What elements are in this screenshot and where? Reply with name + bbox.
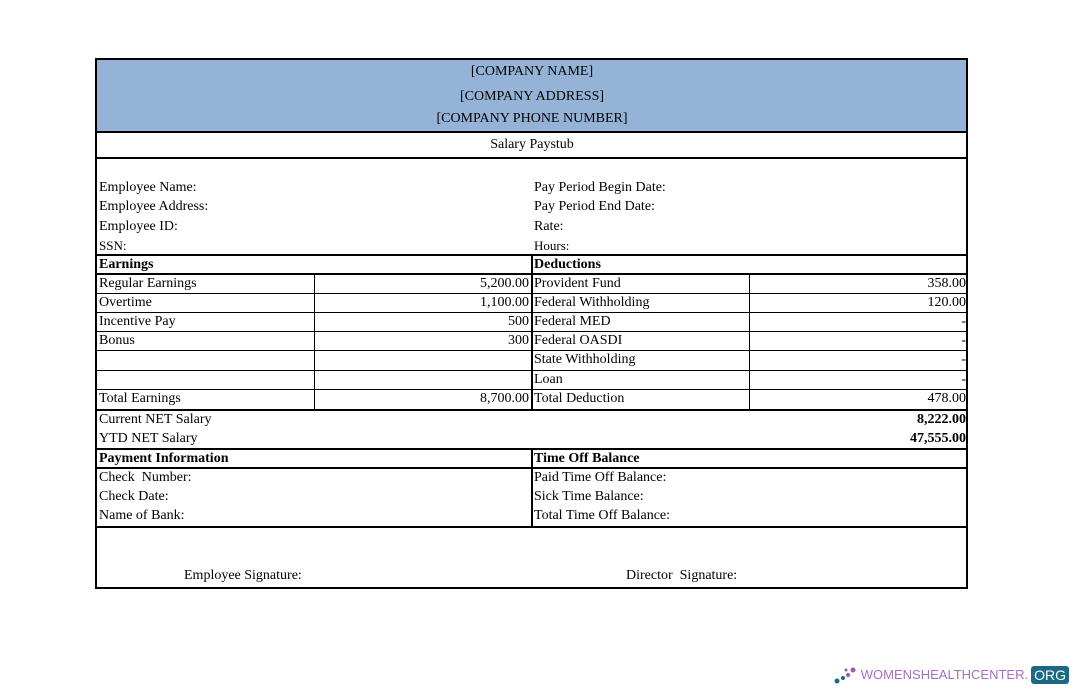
earnings-row-label: Incentive Pay bbox=[99, 314, 176, 329]
border bbox=[749, 274, 750, 410]
deductions-row-value: - bbox=[961, 333, 966, 348]
company-phone: [COMPANY PHONE NUMBER] bbox=[436, 111, 628, 126]
border bbox=[95, 58, 97, 589]
watermark-badge: ORG bbox=[1031, 666, 1069, 684]
border bbox=[531, 254, 533, 410]
sick-time-label: Sick Time Balance: bbox=[534, 489, 644, 504]
total-earnings-value: 8,700.00 bbox=[480, 391, 529, 406]
pay-period-end-label: Pay Period End Date: bbox=[534, 199, 655, 214]
total-time-off-label: Total Time Off Balance: bbox=[534, 508, 671, 523]
ytd-net-value: 47,555.00 bbox=[910, 431, 966, 446]
earnings-row-value: 1,100.00 bbox=[480, 295, 529, 310]
total-earnings-label: Total Earnings bbox=[99, 391, 181, 406]
border bbox=[95, 58, 968, 60]
earnings-row-value: 5,200.00 bbox=[480, 276, 529, 291]
deductions-row-label: Federal Withholding bbox=[534, 295, 650, 310]
earnings-row-label: Regular Earnings bbox=[99, 276, 197, 291]
deductions-row-label: Federal MED bbox=[534, 314, 611, 329]
check-number-label: Check Number: bbox=[99, 470, 192, 485]
earnings-row-value: 300 bbox=[508, 333, 529, 348]
employee-id-label: Employee ID: bbox=[99, 219, 178, 234]
paid-time-off-label: Paid Time Off Balance: bbox=[534, 470, 667, 485]
border bbox=[966, 58, 968, 589]
earnings-header: Earnings bbox=[99, 257, 154, 272]
border bbox=[531, 448, 533, 527]
employee-name-label: Employee Name: bbox=[99, 180, 197, 195]
border bbox=[95, 131, 968, 133]
border bbox=[95, 157, 968, 159]
payment-header: Payment Information bbox=[99, 451, 229, 466]
ytd-net-label: YTD NET Salary bbox=[99, 431, 198, 446]
deductions-row-label: State Withholding bbox=[534, 352, 636, 367]
check-date-label: Check Date: bbox=[99, 489, 169, 504]
hours-label: Hours: bbox=[534, 238, 570, 253]
current-net-label: Current NET Salary bbox=[99, 412, 212, 427]
paystub-title: Salary Paystub bbox=[490, 137, 574, 152]
deductions-row-value: - bbox=[961, 314, 966, 329]
company-address: [COMPANY ADDRESS] bbox=[459, 89, 605, 104]
border bbox=[95, 587, 968, 589]
watermark-text: WOMENSHEALTHCENTER. bbox=[860, 667, 1029, 682]
timeoff-header: Time Off Balance bbox=[534, 451, 640, 466]
earnings-row-label: Overtime bbox=[99, 295, 152, 310]
dots-icon bbox=[834, 665, 858, 685]
deductions-row-label: Loan bbox=[534, 372, 563, 387]
deductions-row-value: 358.00 bbox=[927, 276, 966, 291]
earnings-row-value: 500 bbox=[508, 314, 529, 329]
deductions-row-label: Provident Fund bbox=[534, 276, 621, 291]
deductions-header: Deductions bbox=[534, 257, 601, 272]
border bbox=[314, 274, 315, 410]
earnings-row-label: Bonus bbox=[99, 333, 135, 348]
deductions-row-value: 120.00 bbox=[927, 295, 966, 310]
deductions-row-value: - bbox=[961, 372, 966, 387]
watermark-logo bbox=[834, 664, 1069, 686]
employee-address-label: Employee Address: bbox=[99, 199, 209, 214]
pay-period-begin-label: Pay Period Begin Date: bbox=[534, 180, 666, 195]
director-signature-label: Director Signature: bbox=[626, 568, 738, 583]
rate-label: Rate: bbox=[534, 219, 564, 234]
ssn-label: SSN: bbox=[99, 238, 127, 253]
total-deduction-value: 478.00 bbox=[927, 391, 966, 406]
deductions-row-label: Federal OASDI bbox=[534, 333, 623, 348]
company-name: [COMPANY NAME] bbox=[470, 64, 594, 79]
employee-signature-label: Employee Signature: bbox=[184, 568, 302, 583]
deductions-row-value: - bbox=[961, 352, 966, 367]
bank-name-label: Name of Bank: bbox=[99, 508, 185, 523]
total-deduction-label: Total Deduction bbox=[534, 391, 625, 406]
current-net-value: 8,222.00 bbox=[917, 412, 966, 427]
